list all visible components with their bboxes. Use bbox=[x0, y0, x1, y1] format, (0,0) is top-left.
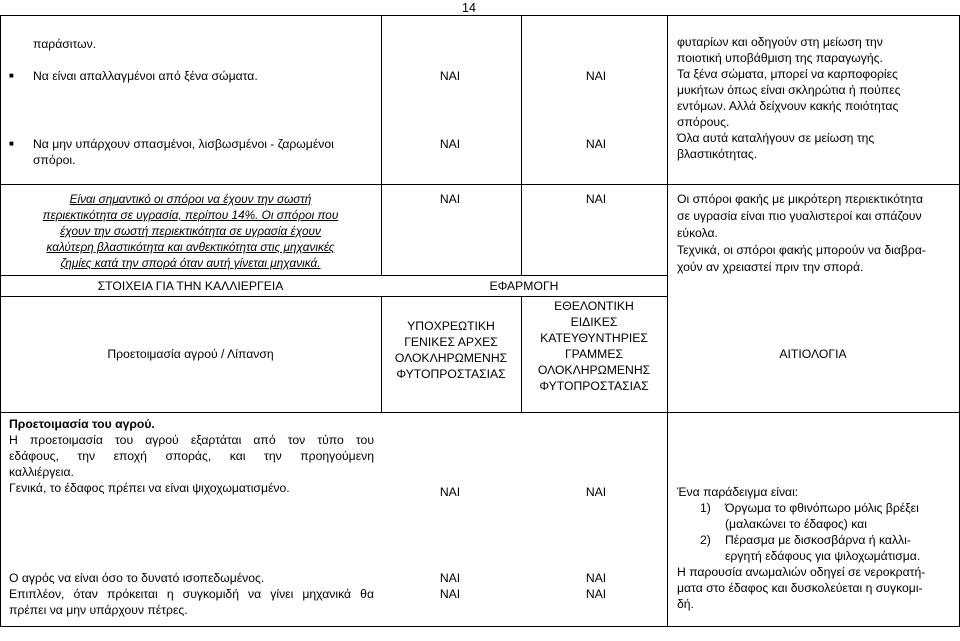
just-line: σε υγρασία είναι πιο γυαλιστεροί και σπάζουν bbox=[677, 209, 922, 223]
field-prep-line: Η προετοιμασία του αγρού εξαρτάται από τον τύπο του bbox=[9, 433, 374, 447]
yes-voluntary-stones: ΝΑΙ bbox=[585, 587, 607, 601]
voluntary-header-line: ΕΙΔΙΚΕΣ bbox=[570, 315, 618, 329]
voluntary-header-line: ΚΑΤΕΥΘΥΝΤΗΡΙΕΣ bbox=[540, 331, 648, 345]
example-number: 1) bbox=[700, 501, 711, 515]
moisture-line: ζημίες κατά την σπορά όταν αυτή γίνεται μηχανικά. bbox=[60, 256, 321, 270]
example-ploughing: Όργωμα το φθινόπωρο μόλις βρέξει bbox=[725, 501, 919, 515]
just-line: χούν αν χρειαστεί πριν την σπορά. bbox=[677, 260, 864, 274]
just-line: Τεχνικά, οι σπόροι φακής μπορούν να διαβρα- bbox=[677, 243, 926, 257]
justification-header: ΑΙΤΙΟΛΟΓΙΑ bbox=[779, 347, 847, 361]
conclusion-line: Η παρουσία ανωμαλιών οδηγεί σε νεροκρατή- bbox=[677, 565, 926, 579]
yes-mandatory-2: ΝΑΙ bbox=[439, 137, 461, 151]
moisture-justification bbox=[677, 191, 952, 276]
req-level-field: Ο αγρός να είναι όσο το δυνατό ισοπεδωμένος. bbox=[9, 571, 265, 585]
just-line: Όλα αυτά καταλήγουν σε μείωση της bbox=[677, 131, 875, 145]
cultivation-elements-title: ΣΤΟΙΧΕΙΑ ΓΙΑ ΤΗΝ ΚΑΛΛΙΕΡΓΕΙΑ bbox=[97, 279, 284, 293]
req-crumbly-soil: Γενικά, το έδαφος πρέπει να είναι ψιχοχωματισμένο. bbox=[9, 481, 290, 495]
bullet-icon: ■ bbox=[9, 139, 14, 148]
mandatory-header-line: ΦΥΤΟΠΡΟΣΤΑΣΙΑΣ bbox=[396, 367, 506, 381]
mandatory-header-line: ΥΠΟΧΡΕΩΤΙΚΗ bbox=[407, 319, 495, 333]
top-justification bbox=[677, 34, 952, 162]
bullet-broken-seeds: Να μην υπάρχουν σπασμένοι, λισβωσμένοι - ζαρωμένοι bbox=[33, 137, 334, 151]
moisture-line: Είναι σημαντικό οι σπόροι να έχουν την σωστή bbox=[69, 192, 312, 206]
bullet-broken-seeds-cont: σπόροι. bbox=[33, 153, 76, 167]
yes-voluntary-moisture: ΝΑΙ bbox=[585, 192, 607, 206]
example-harrow: Πέρασμα με δισκοσβάρνα ή καλλι- bbox=[725, 533, 911, 547]
just-line: Τα ξένα σώματα, μπορεί να καρποφορίες bbox=[677, 67, 898, 81]
mandatory-header bbox=[381, 318, 521, 382]
bullet-icon: ■ bbox=[9, 71, 14, 80]
mandatory-header-line: ΓΕΝΙΚΕΣ ΑΡΧΕΣ bbox=[404, 335, 498, 349]
example-harrow-cont: εργητή εδάφους για ψιλοχωμάτισμα. bbox=[725, 549, 921, 563]
moisture-line: καλύτερη βλαστικότητα και ανθεκτικότητα στις μηχανικές bbox=[46, 240, 335, 254]
voluntary-header-line: ΟΛΟΚΛΗΡΩΜΕΝΗΣ bbox=[537, 363, 651, 377]
field-prep-line: εδάφους, την εποχή σποράς, και την προηγούμενη bbox=[9, 449, 374, 463]
field-prep-text bbox=[9, 416, 374, 496]
just-line: μυκήτων όπως είναι σκληρώτια ή πούπες bbox=[677, 83, 901, 97]
yes-mandatory-soil: ΝΑΙ bbox=[439, 485, 461, 499]
example-number: 2) bbox=[700, 533, 711, 547]
just-line: Οι σπόροι φακής με μικρότερη περιεκτικότητα bbox=[677, 192, 924, 206]
bullet-foreign-bodies: Να είναι απαλλαγμένοι από ξένα σώματα. bbox=[33, 69, 258, 83]
just-line: εύκολα. bbox=[677, 226, 718, 240]
req-no-stones: Επιπλέον, όταν πρόκειται η συγκομιδή να γίνει μηχανικά θα bbox=[9, 587, 374, 601]
yes-voluntary-2: ΝΑΙ bbox=[585, 137, 607, 151]
conclusion-line: δή. bbox=[677, 597, 694, 611]
voluntary-header bbox=[521, 298, 667, 394]
yes-mandatory-moisture: ΝΑΙ bbox=[439, 192, 461, 206]
example-ploughing-cont: (μαλακώνει το έδαφος) και bbox=[725, 517, 867, 531]
just-line: εντόμων. Αλλά δείχνουν κακής ποιότητας bbox=[677, 99, 899, 113]
field-prep-heading: Προετοιμασία του αγρού. bbox=[9, 417, 155, 431]
yes-mandatory-stones: ΝΑΙ bbox=[439, 587, 461, 601]
example-intro: Ένα παράδειγμα είναι: bbox=[677, 485, 799, 499]
voluntary-header-line: ΓΡΑΜΜΕΣ bbox=[564, 347, 624, 361]
just-line: σπόρους. bbox=[677, 115, 730, 129]
yes-mandatory-level: ΝΑΙ bbox=[439, 571, 461, 585]
field-level-text bbox=[9, 570, 374, 618]
voluntary-header-line: ΕΘΕΛΟΝΤΙΚΗ bbox=[554, 299, 634, 313]
field-prep-line: καλλιέργεια. bbox=[9, 465, 74, 479]
field-prep-justification bbox=[677, 484, 952, 612]
req-no-stones-cont: πρέπει να μην υπάρχουν πέτρες. bbox=[9, 603, 188, 617]
yes-mandatory-1: ΝΑΙ bbox=[439, 69, 461, 83]
conclusion-line: ματα στο έδαφος και δυσκολεύεται η συγκομι- bbox=[677, 581, 923, 595]
moisture-text bbox=[4, 191, 377, 271]
section-title: Προετοιμασία αγρού / Λίπανση bbox=[107, 347, 274, 361]
yes-voluntary-soil: ΝΑΙ bbox=[585, 485, 607, 499]
application-title: ΕΦΑΡΜΟΓΗ bbox=[489, 279, 559, 293]
moisture-line: περιεκτικότητα σε υγρασία, περίπου 14%. Οι σπόροι που bbox=[42, 208, 339, 222]
text-parasites: παράσιτων. bbox=[33, 37, 97, 51]
moisture-line: έχουν την σωστή περιεκτικότητα σε υγρασία έχουν bbox=[60, 224, 321, 238]
just-line: βλαστικότητας. bbox=[677, 147, 758, 161]
page-number: 14 bbox=[462, 1, 476, 15]
mandatory-header-line: ΟΛΟΚΛΗΡΩΜΕΝΗΣ bbox=[394, 351, 508, 365]
yes-voluntary-1: ΝΑΙ bbox=[585, 69, 607, 83]
just-line: ποιοτική υποβάθμιση της παραγωγής. bbox=[677, 51, 883, 65]
yes-voluntary-level: ΝΑΙ bbox=[585, 571, 607, 585]
voluntary-header-line: ΦΥΤΟΠΡΟΣΤΑΣΙΑΣ bbox=[539, 379, 649, 393]
just-line: φυταρίων και οδηγούν στη μείωση την bbox=[677, 35, 883, 49]
